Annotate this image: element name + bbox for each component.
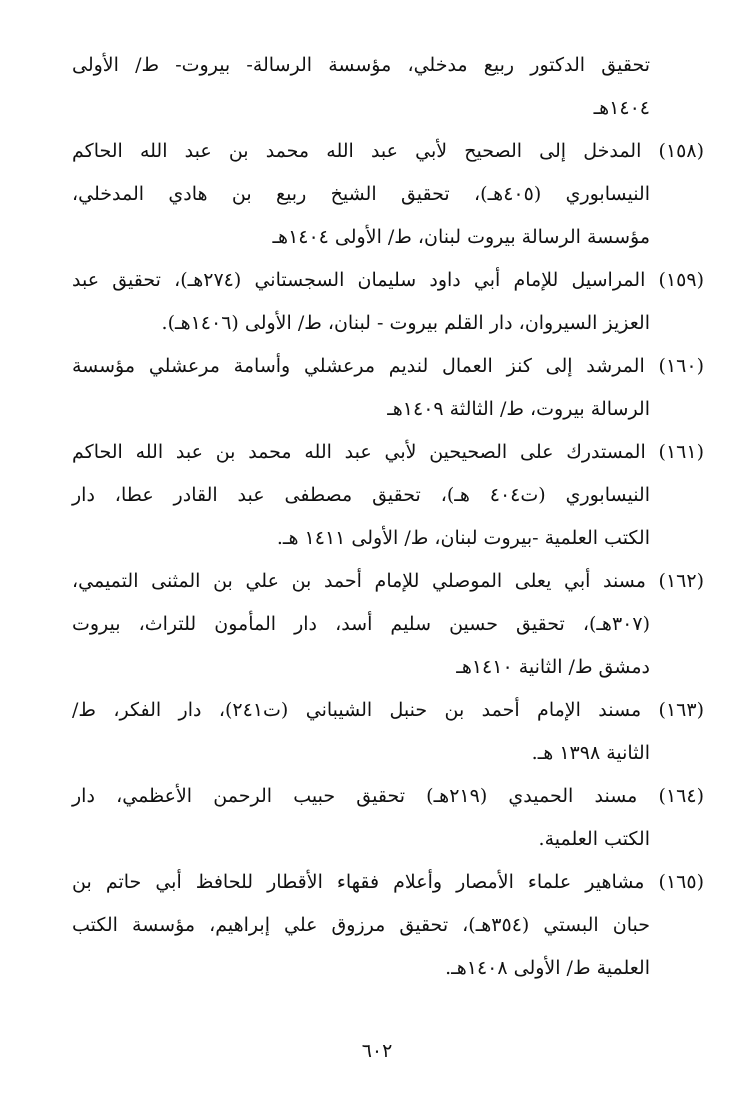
text-line: العلمية ط/ الأولى ١٤٠٨هـ. xyxy=(445,957,650,979)
bibliography-page xyxy=(72,44,704,990)
entry-number: (١٥٩) xyxy=(658,269,704,291)
entry-number: (١٦٥) xyxy=(658,871,704,893)
continuation-entry xyxy=(72,44,704,130)
text-line: مؤسسة الرسالة بيروت لبنان، ط/ الأولى ١٤٠٤هـ xyxy=(272,226,650,248)
bibliography-entry xyxy=(72,689,704,775)
text-line: النيسابوري (٤٠٥هـ)، تحقيق الشيخ ربيع بن هادي المدخلي، xyxy=(72,183,650,205)
entry-first-line xyxy=(72,560,704,603)
entry-number: (١٦٠) xyxy=(658,355,704,377)
text-line: المدخل إلى الصحيح لأبي عبد الله محمد بن عبد الله الحاكم xyxy=(72,140,642,162)
text-line: حبان البستي (٣٥٤هـ)، تحقيق مرزوق علي إبراهيم، مؤسسة الكتب xyxy=(72,914,650,936)
entry-first-line xyxy=(72,775,704,818)
entry-number: (١٦٢) xyxy=(658,570,704,592)
text-line: الرسالة بيروت، ط/ الثالثة ١٤٠٩هـ xyxy=(387,398,650,420)
bibliography-entry xyxy=(72,345,704,431)
entry-first-line xyxy=(72,861,704,904)
bibliography-entry xyxy=(72,560,704,689)
bibliography-entry xyxy=(72,431,704,560)
text-line: دمشق ط/ الثانية ١٤١٠هـ xyxy=(456,656,650,678)
text-line: المراسيل للإمام أبي داود سليمان السجستاني (٢٧٤هـ)، تحقيق عبد xyxy=(72,269,646,291)
text-line: تحقيق الدكتور ربيع مدخلي، مؤسسة الرسالة- بيروت- ط/ الأولى xyxy=(72,54,650,76)
entry-first-line xyxy=(72,259,704,302)
text-line: مسند أبي يعلى الموصلي للإمام أحمد بن علي بن المثنى التميمي، xyxy=(72,570,646,592)
text-line: ١٤٠٤هـ xyxy=(593,97,650,119)
text-line: الكتب العلمية -بيروت لبنان، ط/ الأولى ١٤١١ هـ. xyxy=(276,527,650,549)
entry-first-line xyxy=(72,431,704,474)
text-line: الثانية ١٣٩٨ هـ. xyxy=(531,742,650,764)
entry-first-line xyxy=(72,345,704,388)
entry-first-line xyxy=(72,130,704,173)
text-line: النيسابوري (ت٤٠٤ هـ)، تحقيق مصطفى عبد القادر عطا، دار xyxy=(72,484,650,506)
bibliography-entry xyxy=(72,861,704,990)
entry-number: (١٦٤) xyxy=(658,785,704,807)
entry-number: (١٦٣) xyxy=(658,699,705,721)
text-line: المرشد إلى كنز العمال لنديم مرعشلي وأسامة مرعشلي مؤسسة xyxy=(72,355,645,377)
bibliography-entry xyxy=(72,130,704,259)
text-line: الكتب العلمية. xyxy=(538,828,650,850)
text-line: العزيز السيروان، دار القلم بيروت - لبنان، ط/ الأولى (١٤٠٦هـ). xyxy=(161,312,650,334)
entry-number: (١٦١) xyxy=(658,441,704,463)
bibliography-entry xyxy=(72,259,704,345)
bibliography-entry xyxy=(72,775,704,861)
text-line: مشاهير علماء الأمصار وأعلام فقهاء الأقطار للحافظ أبي حاتم بن xyxy=(72,871,645,893)
entry-first-line xyxy=(72,689,704,732)
text-line: مسند الحميدي (٢١٩هـ) تحقيق حبيب الرحمن الأعظمي، دار xyxy=(72,785,638,807)
text-line: (٣٠٧هـ)، تحقيق حسين سليم أسد، دار المأمون للتراث، بيروت xyxy=(72,613,650,635)
entry-number: (١٥٨) xyxy=(658,140,704,162)
text-line: المستدرك على الصحيحين لأبي عبد الله محمد بن عبد الله الحاكم xyxy=(72,441,646,463)
text-line: مسند الإمام أحمد بن حنبل الشيباني (ت٢٤١)، دار الفكر، ط/ xyxy=(72,699,642,721)
page-number: ٦٠٢ xyxy=(361,1040,393,1062)
